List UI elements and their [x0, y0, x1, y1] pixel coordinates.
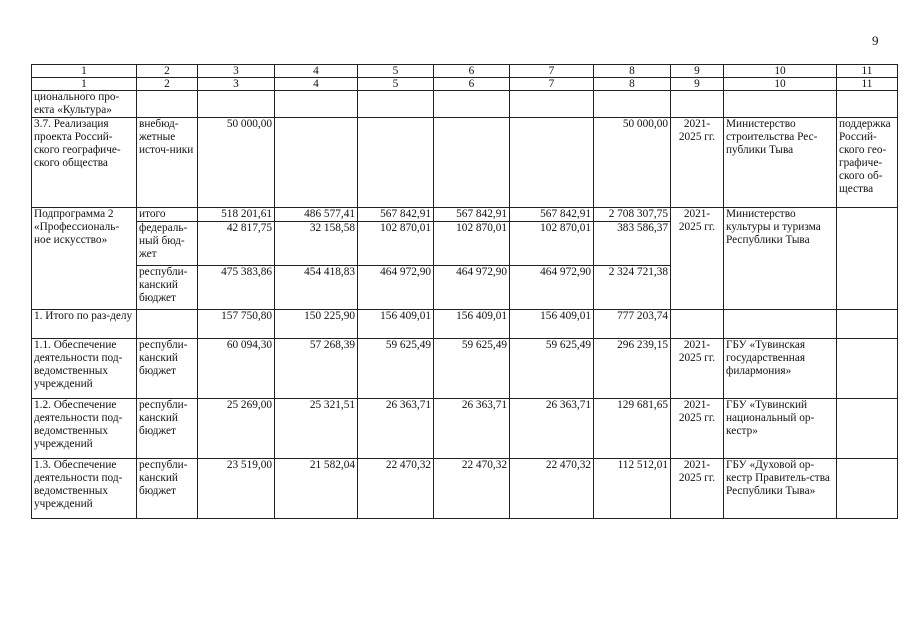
value-cell	[358, 91, 434, 118]
value-cell	[275, 118, 358, 208]
result-cell	[837, 310, 898, 339]
value-cell: 42 817,75	[198, 222, 275, 266]
value-cell: 57 268,39	[275, 339, 358, 399]
value-cell: 23 519,00	[198, 459, 275, 519]
value-cell: 59 625,49	[358, 339, 434, 399]
value-cell: 26 363,71	[434, 399, 510, 459]
value-cell: 32 158,58	[275, 222, 358, 266]
funding-source: республи-канский бюджет	[137, 399, 198, 459]
header-cell: 10	[724, 65, 837, 78]
header-cell: 5	[358, 65, 434, 78]
header-row-1	[32, 65, 898, 78]
funding-source: республи-канский бюджет	[137, 459, 198, 519]
period-cell	[671, 310, 724, 339]
funding-source: республи-канский бюджет	[137, 339, 198, 399]
value-cell: 156 409,01	[434, 310, 510, 339]
value-cell	[434, 118, 510, 208]
budget-table	[31, 64, 898, 519]
table-row	[32, 339, 898, 399]
value-cell: 102 870,01	[434, 222, 510, 266]
value-cell	[198, 91, 275, 118]
period-cell: 2021-2025 гг.	[671, 399, 724, 459]
header-cell: 1	[32, 65, 137, 78]
value-cell: 50 000,00	[198, 118, 275, 208]
header-cell: 5	[358, 78, 434, 91]
value-cell	[358, 118, 434, 208]
value-cell: 567 842,91	[510, 208, 594, 222]
row-title: 1.1. Обеспечение деятельности под-ведомственных учреждений	[32, 339, 137, 399]
value-cell	[510, 118, 594, 208]
value-cell: 777 203,74	[594, 310, 671, 339]
value-cell: 59 625,49	[510, 339, 594, 399]
header-cell: 6	[434, 65, 510, 78]
value-cell: 464 972,90	[510, 266, 594, 310]
value-cell	[594, 91, 671, 118]
value-cell: 296 239,15	[594, 339, 671, 399]
funding-source: итого	[137, 208, 198, 222]
header-cell: 3	[198, 65, 275, 78]
header-cell: 3	[198, 78, 275, 91]
value-cell: 567 842,91	[434, 208, 510, 222]
value-cell: 567 842,91	[358, 208, 434, 222]
row-title: ционального про-екта «Культура»	[32, 91, 137, 118]
table-row	[32, 459, 898, 519]
header-cell: 4	[275, 65, 358, 78]
funding-source: внебюд-жетные источ-ники	[137, 118, 198, 208]
header-cell: 9	[671, 65, 724, 78]
period-cell: 2021-2025 гг.	[671, 118, 724, 208]
result-cell	[837, 208, 898, 310]
table-row	[32, 91, 898, 118]
page-number: 9	[872, 33, 879, 48]
header-cell: 7	[510, 78, 594, 91]
value-cell: 59 625,49	[434, 339, 510, 399]
value-cell: 112 512,01	[594, 459, 671, 519]
value-cell: 464 972,90	[358, 266, 434, 310]
value-cell: 383 586,37	[594, 222, 671, 266]
header-cell: 2	[137, 78, 198, 91]
result-cell: поддержка Россий-ского гео-графиче-ского об-щества	[837, 118, 898, 208]
value-cell	[275, 91, 358, 118]
executor-cell	[724, 91, 837, 118]
executor-cell: ГБУ «Духовой ор-кестр Правитель-ства Республики Тыва»	[724, 459, 837, 519]
header-cell: 11	[837, 65, 898, 78]
period-cell	[671, 91, 724, 118]
funding-source: республи-канский бюджет	[137, 266, 198, 310]
value-cell	[510, 91, 594, 118]
header-cell: 1	[32, 78, 137, 91]
table-row	[32, 208, 898, 222]
executor-cell	[724, 310, 837, 339]
value-cell: 60 094,30	[198, 339, 275, 399]
value-cell: 22 470,32	[358, 459, 434, 519]
value-cell: 156 409,01	[358, 310, 434, 339]
value-cell: 102 870,01	[358, 222, 434, 266]
table-row	[32, 310, 898, 339]
row-title: 3.7. Реализация проекта Россий-ского географиче-ского общества	[32, 118, 137, 208]
result-cell	[837, 399, 898, 459]
value-cell: 25 321,51	[275, 399, 358, 459]
value-cell: 129 681,65	[594, 399, 671, 459]
header-cell: 8	[594, 65, 671, 78]
value-cell: 22 470,32	[510, 459, 594, 519]
value-cell: 22 470,32	[434, 459, 510, 519]
funding-source	[137, 310, 198, 339]
header-cell: 8	[594, 78, 671, 91]
value-cell: 518 201,61	[198, 208, 275, 222]
row-title: 1.2. Обеспечение деятельности под-ведомственных учреждений	[32, 399, 137, 459]
row-title: 1.3. Обеспечение деятельности под-ведомственных учреждений	[32, 459, 137, 519]
funding-source: федераль-ный бюд-жет	[137, 222, 198, 266]
result-cell	[837, 339, 898, 399]
period-cell: 2021-2025 гг.	[671, 339, 724, 399]
header-cell: 6	[434, 78, 510, 91]
table-row	[32, 118, 898, 208]
header-cell: 4	[275, 78, 358, 91]
value-cell: 25 269,00	[198, 399, 275, 459]
header-cell: 2	[137, 65, 198, 78]
value-cell: 50 000,00	[594, 118, 671, 208]
executor-cell: ГБУ «Тувинский национальный ор-кестр»	[724, 399, 837, 459]
value-cell: 21 582,04	[275, 459, 358, 519]
executor-cell: Министерство культуры и туризма Республики Тыва	[724, 208, 837, 310]
value-cell: 156 409,01	[510, 310, 594, 339]
header-cell: 9	[671, 78, 724, 91]
value-cell: 454 418,83	[275, 266, 358, 310]
value-cell: 486 577,41	[275, 208, 358, 222]
header-row-2	[32, 78, 898, 91]
result-cell	[837, 91, 898, 118]
value-cell: 157 750,80	[198, 310, 275, 339]
value-cell: 2 708 307,75	[594, 208, 671, 222]
value-cell: 475 383,86	[198, 266, 275, 310]
header-cell: 10	[724, 78, 837, 91]
period-cell: 2021-2025 гг.	[671, 208, 724, 310]
header-cell: 11	[837, 78, 898, 91]
value-cell	[434, 91, 510, 118]
value-cell: 2 324 721,38	[594, 266, 671, 310]
value-cell: 26 363,71	[510, 399, 594, 459]
value-cell: 102 870,01	[510, 222, 594, 266]
value-cell: 26 363,71	[358, 399, 434, 459]
funding-source	[137, 91, 198, 118]
table-row	[32, 399, 898, 459]
row-title: Подпрограмма 2 «Профессиональ-ное искусство»	[32, 208, 137, 310]
period-cell: 2021-2025 гг.	[671, 459, 724, 519]
result-cell	[837, 459, 898, 519]
header-cell: 7	[510, 65, 594, 78]
executor-cell: ГБУ «Тувинская государственная филармония»	[724, 339, 837, 399]
row-title: 1. Итого по раз-делу	[32, 310, 137, 339]
executor-cell: Министерство строительства Рес-публики Тыва	[724, 118, 837, 208]
value-cell: 150 225,90	[275, 310, 358, 339]
value-cell: 464 972,90	[434, 266, 510, 310]
